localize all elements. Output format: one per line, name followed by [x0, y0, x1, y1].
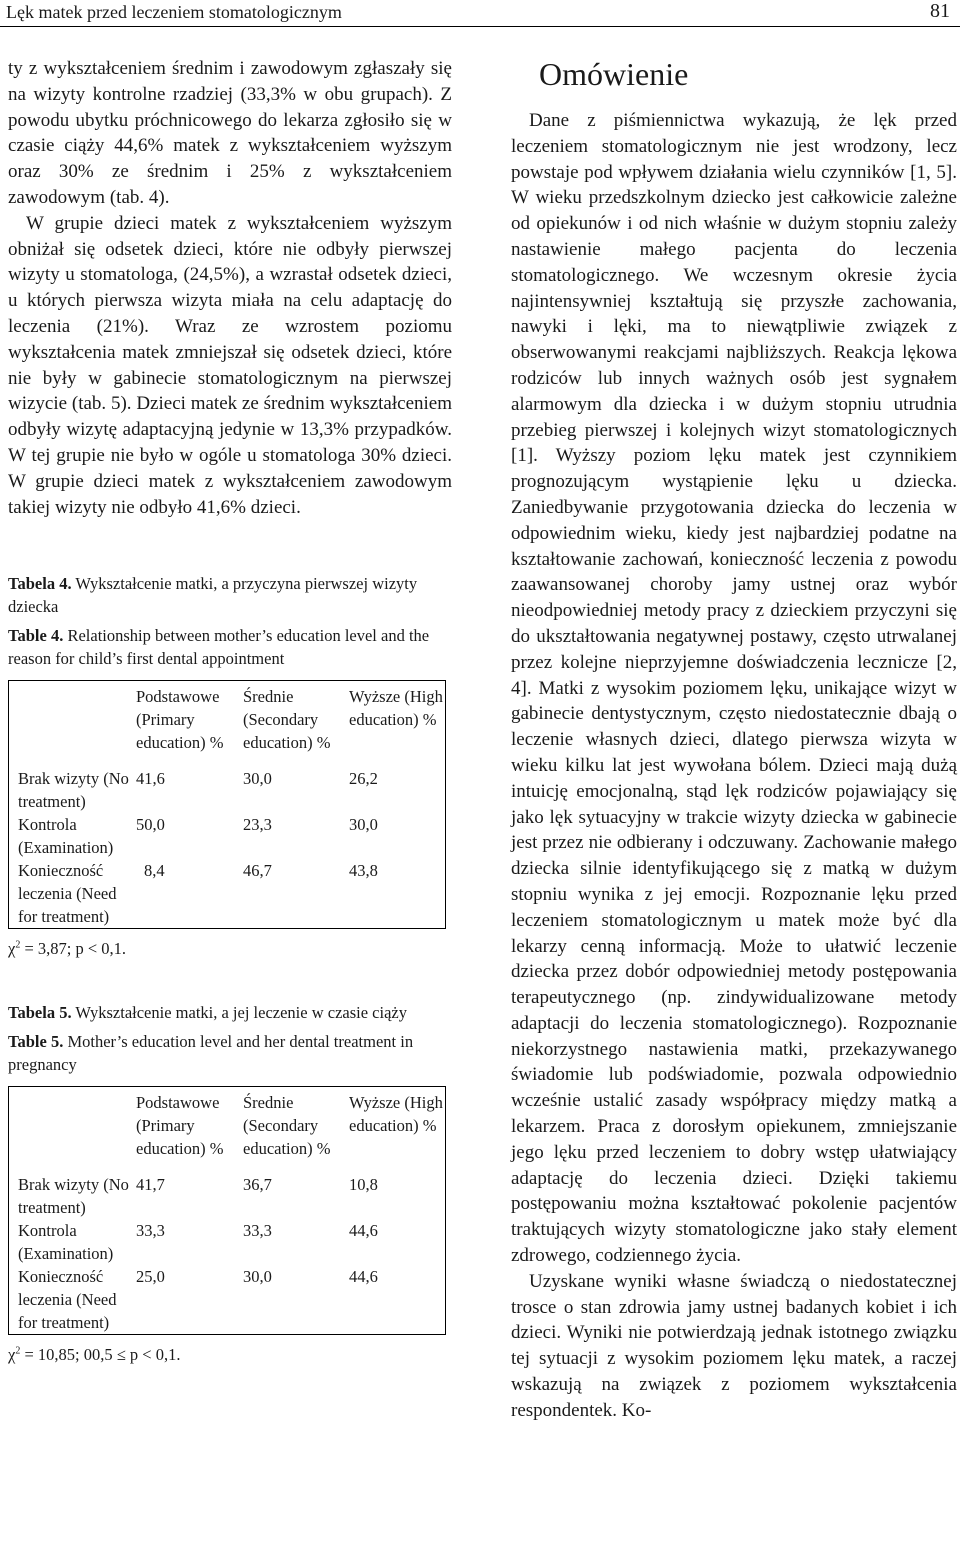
left-column	[8, 56, 452, 1365]
row-label: Brak wizyty (No treatment)	[18, 769, 129, 812]
table-cell: 8,4	[144, 861, 165, 881]
table-5	[8, 1001, 452, 1365]
table-title: Relationship between mother’s education level and the reason for child’s first dental appointment	[8, 626, 430, 669]
table-title: Mother’s education level and her dental treatment in pregnancy	[8, 1032, 414, 1075]
table-title: Wykształcenie matki, a przyczyna pierwszej wizyty dziecka	[8, 574, 418, 617]
table-cell: 33,3	[136, 1221, 165, 1241]
column-header: Wyższe (High education) %	[349, 1093, 443, 1136]
column-header: Średnie (Secondary education) %	[243, 687, 331, 753]
table-caption-pl	[8, 572, 452, 618]
table-row	[9, 859, 446, 929]
data-table	[8, 1086, 446, 1335]
section-heading: Omówienie	[539, 56, 689, 92]
table-label: Table 5.	[8, 1032, 64, 1052]
table-cell: 23,3	[243, 815, 272, 835]
table-caption-en	[8, 624, 452, 670]
table-label: Tabela 5.	[8, 1003, 72, 1023]
row-label: Kontrola (Examination)	[18, 815, 114, 858]
table-cell: 30,0	[349, 815, 378, 835]
row-label: Kontrola (Examination)	[18, 1221, 114, 1264]
running-title: Lęk matek przed leczeniem stomatologicznym	[6, 2, 342, 22]
table-cell: 41,7	[136, 1175, 165, 1195]
table-cell: 26,2	[349, 769, 378, 789]
row-label: Konieczność leczenia (Need for treatment)	[18, 1267, 117, 1333]
data-table	[8, 680, 446, 929]
row-label: Brak wizyty (No treatment)	[18, 1175, 129, 1218]
row-label: Konieczność leczenia (Need for treatment)	[18, 861, 117, 927]
right-column	[511, 54, 957, 1424]
body-paragraph: Dane z piśmiennictwa wykazują, że lęk przed leczeniem stomatologicznym nie jest wrodzony, lecz powstaje pod wpływem działania wielu czynników [1, 5]. W wieku przedszkolnym dziecko jest całkowicie zależne od opiekunów i od nich właśnie w dużym stopniu zależy nastawienie małego pacjenta do leczenia stomatologicznego. We wczesnym okresie życia najintensywniej kształtują się przyszłe zachowania, nawyki i lęki, ma to niewątpliwie związek z obserwowanymi reakcjami najbliższych. Reakcja lękowa rodziców lub innych ważnych osób jest sygnałem alarmowym dla dziecka i w dużym stopniu utrudnia przebieg pierwszej i kolejnych wizyt stomatologicznych [1]. Wyższy poziom lęku matek jest czynnikiem prognozującym wystąpienie lęku u dziecka. Zaniedbywanie przygotowania dziecka do leczenia w odpowiednim wieku, kiedy jest najbardziej podatne na kształtowanie zachowań, konieczność leczenia z powodu zaawansowanej choroby jamy ustnej oraz wybór nieodpowiedniej metody pracy z dzieckiem przyczyni się do ukształtowania negatywnej postawy, często utrwalanej przez kolejne nieprzyjemne doświadczenia lecznicze [2, 4]. Matki z wysokim poziomem lęku, unikające wizyt w gabinecie dentystycznym, często niedostatecznie dbają o leczenie własnych dzieci, dlatego pierwsza wizyta w wieku kilku lat jest wywołana bólem. Dzieci mają dużą intuicję emocjonalną, stąd lęk rodziców pojawiający się jako lęk sytuacyjny w trakcie wizyty dziecka w gabinecie jest przez nie odbierany i odczuwany. Zachowanie małego dziecka silnie identyfikującego się z matką w dużym stopniu wynika z jej emocji. Rozpoznanie lęku przed leczeniem stomatologicznym u matek może być dla lekarzy cenną informacją. Może to ułatwić leczenie dziecka przez dobór odpowiedniej metody postępowania terapeutycznego (np. zindywidualizowane metody adaptacji do leczenia stomatologicznego). Rozpoznanie niekorzystnego nastawienia matki, przekazywanego świadomie lub podświadomie, pozwala odpowiednio wcześnie ustalić zasady współpracy między matką a lekarzem. Praca z dorosłym opiekunem, zmniejszanie jego lęku przed leczeniem to dobry wstęp ułatwiający adaptację do leczenia dzieci. Dzięki takiemu postępowaniu można kształtować pokolenie pacjentów traktujących wizyty stomatologiczne jako stały element zdrowego, codziennego życia.	[511, 110, 957, 1267]
page-number: 81	[930, 0, 950, 22]
chi-square-note: $\chi^2 = 10,85$; 00,5 ≤ p < 0,1.	[8, 1345, 181, 1365]
table-row	[9, 1173, 446, 1219]
table-title: Wykształcenie matki, a jej leczenie w czasie ciąży	[75, 1003, 407, 1023]
table-cell: 44,6	[349, 1267, 378, 1287]
column-header: Wyższe (High education) %	[349, 687, 443, 730]
table-cell: 50,0	[136, 815, 165, 835]
table-row	[9, 1219, 446, 1265]
table-caption-en	[8, 1030, 452, 1076]
table-cell: 10,8	[349, 1175, 378, 1195]
column-header: Podstawowe (Primary education) %	[136, 687, 224, 753]
table-cell: 46,7	[243, 861, 272, 881]
table-cell: 30,0	[243, 769, 272, 789]
chi-square-note: $\chi^2 = 3,87$; p < 0,1.	[8, 939, 127, 959]
column-header: Podstawowe (Primary education) %	[136, 1093, 224, 1159]
table-cell: 33,3	[243, 1221, 272, 1241]
running-header	[0, 0, 960, 27]
table-caption-pl	[8, 1001, 452, 1024]
table-cell: 43,8	[349, 861, 378, 881]
table-row	[9, 767, 446, 813]
body-paragraph: Uzyskane wyniki własne świadczą o niedostatecznej trosce o stan zdrowia jamy ustnej badanych kobiet i ich dzieci. Wyniki nie potwierdzają jednak istotnego związku tej sytuacji z wysokim poziomem lęku matek, a raczej wskazują na związek z poziomem wykształcenia respondentek. Ko-	[511, 1270, 957, 1421]
table-label: Tabela 4.	[8, 574, 72, 594]
body-paragraph: ty z wykształceniem średnim i zawodowym zgłaszały się na wizyty kontrolne rzadziej (33,3% w obu grupach). Z powodu ubytku próchnicowego do lekarza zgłosiło się w czasie ciąży 44,6% matek z wykształceniem wyższym oraz 30% ze średnim i 25% z wykształceniem zawodowym (tab. 4).	[8, 58, 452, 208]
table-row	[9, 813, 446, 859]
table-cell: 30,0	[243, 1267, 272, 1287]
column-header: Średnie (Secondary education) %	[243, 1093, 331, 1159]
table-cell: 44,6	[349, 1221, 378, 1241]
table-label: Table 4.	[8, 626, 64, 646]
table-row	[9, 1265, 446, 1335]
table-cell: 41,6	[136, 769, 165, 789]
body-paragraph: W grupie dzieci matek z wykształceniem wyższym obniżał się odsetek dzieci, które nie odbyły pierwszej wizyty u stomatologa, (24,5%), a wzrastał odsetek dzieci, u których pierwsza wizyta miała na celu adaptację do leczenia (21%). Wraz ze wzrostem poziomu wykształcenia matek zmniejszał się odsetek dzieci, które nie były w gabinecie stomatologicznym na pierwszej wizycie (tab. 5). Dzieci matek ze średnim wykształceniem odbyły wizytę adaptacyjną jedynie w 13,3% przypadków. W tej grupie nie było w ogóle u stomatologa 30% dzieci. W grupie dzieci matek z wykształceniem zawodowym takiej wizyty nie odbyło 41,6% dzieci.	[8, 212, 452, 518]
table-cell: 36,7	[243, 1175, 272, 1195]
table-cell: 25,0	[136, 1267, 165, 1287]
table-4	[8, 572, 452, 959]
